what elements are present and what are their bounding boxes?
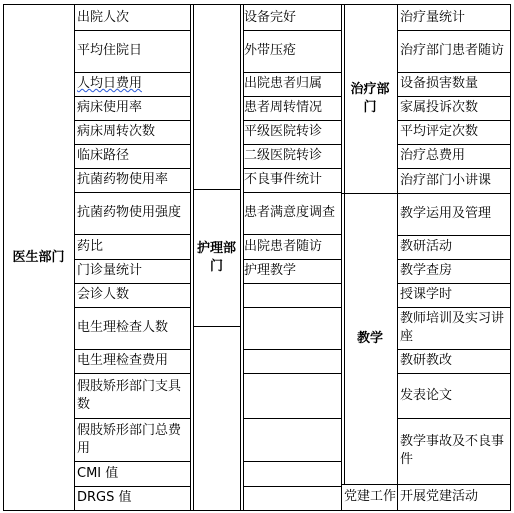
row-line [397,120,511,121]
teaching-indicator: 教研活动 [400,239,453,254]
doctor-indicator: 门诊量统计 [77,263,143,278]
section-doctor: 医生部门 [12,250,65,265]
row-line [243,192,342,193]
row-line [397,72,511,73]
col-line [397,4,398,511]
row-line [397,259,511,260]
doctor-indicator: 抗菌药物使用率 [77,172,169,187]
border-right [510,4,511,511]
treatment-indicator: 设备损害数量 [400,76,479,91]
row-line [397,484,511,485]
border-top [3,4,510,5]
row-line [74,168,191,169]
row-line [74,461,191,462]
nursing-indicator: 患者满意度调查 [244,205,336,220]
teaching-indicator: 教学查房 [400,263,453,278]
doctor-indicator: DRGS 值 [77,490,132,505]
treatment-indicator: 平均评定次数 [400,124,479,139]
row-line [243,168,342,169]
treatment-indicator: 治疗部门小讲课 [400,172,492,188]
border-bottom [3,510,510,511]
nursing-indicator: 二级医院转诊 [244,148,323,163]
doctor-indicator: 电生理检查费用 [77,353,169,368]
teaching-indicator: 发表论文 [400,387,453,403]
row-line [341,484,398,485]
nursing-indicator: 设备完好 [244,9,297,25]
row-line [74,418,191,419]
border-left [3,4,4,511]
row-line [243,30,342,31]
row-line [74,144,191,145]
col-line [344,4,345,484]
section-treatment: 治疗部门 [350,82,390,115]
treatment-indicator: 家属投诉次数 [400,100,479,115]
row-line [397,283,511,284]
row-line [243,373,342,374]
doctor-indicator: 假肢矫形部门总费用 [77,422,182,456]
col-line [74,4,75,511]
row-line [397,96,511,97]
section-party: 党建工作 [343,489,396,504]
row-line [397,193,511,194]
treatment-indicator: 治疗部门患者随访 [400,43,505,58]
row-line [243,259,342,260]
col-line [243,4,244,511]
row-line [74,349,191,350]
doctor-indicator: 平均住院日 [77,43,143,58]
treatment-indicator: 治疗量统计 [400,9,466,25]
row-line [397,307,511,308]
row-line [397,144,511,145]
col-line [193,4,194,511]
teaching-indicator: 教研教改 [400,353,453,368]
nursing-indicator: 出院患者随访 [244,238,323,254]
row-line [74,192,191,193]
row-line [243,418,342,419]
row-line [243,144,342,145]
teaching-indicator: 教学运用及管理 [400,206,492,221]
row-line [243,72,342,73]
row-line [74,30,191,31]
nursing-indicator: 患者周转情况 [244,100,323,115]
row-line [243,96,342,97]
row-line [397,349,511,350]
row-line [243,283,342,284]
row-line [243,349,342,350]
row-line [397,373,511,374]
col-line [341,4,342,511]
row-line [74,96,191,97]
doctor-indicator: 假肢矫形部门支具数 [77,378,182,412]
doctor-indicator: 出院人次 [77,9,130,25]
doctor-indicator: 会诊人数 [77,287,130,302]
row-line [397,235,511,236]
col-line [190,4,191,511]
doctor-indicator: 药比 [77,238,104,254]
row-line [397,30,511,31]
teaching-indicator: 教学事故及不良事件 [400,434,505,467]
doctor-indicator: 病床周转次数 [77,124,156,139]
doctor-indicator: 病床使用率 [77,100,143,115]
nursing-indicator: 不良事件统计 [244,172,323,187]
party-indicator: 开展党建活动 [400,489,479,504]
doctor-indicator: 临床路径 [77,148,130,163]
row-line [243,234,342,235]
doctor-indicator: 抗菌药物使用强度 [77,205,182,220]
doctor-indicator: 人均日费用 [77,76,143,91]
treatment-indicator: 治疗总费用 [400,148,466,163]
row-line [74,120,191,121]
row-line [74,259,191,260]
row-line [243,307,342,308]
row-line [397,418,511,419]
row-line [74,283,191,284]
row-line [341,193,398,194]
row-line [193,189,241,190]
nursing-indicator: 平级医院转诊 [244,124,323,139]
teaching-indicator: 教师培训及实习讲座 [400,311,505,344]
section-nursing: 护理部门 [196,240,236,274]
row-line [74,307,191,308]
teaching-indicator: 授课学时 [400,287,453,302]
row-line [74,234,191,235]
row-line [74,373,191,374]
doctor-indicator: 电生理检查人数 [77,320,169,335]
row-line [74,486,191,487]
row-line [243,486,342,487]
row-line [243,120,342,121]
col-line [240,4,241,511]
nursing-indicator: 外带压疮 [244,43,297,58]
row-line [193,326,241,327]
nursing-indicator: 护理教学 [244,263,297,278]
doctor-indicator: CMI 值 [77,465,119,481]
row-line [74,72,191,73]
nursing-indicator: 出院患者归属 [244,76,323,91]
section-teaching: 教学 [356,330,383,346]
row-line [397,168,511,169]
row-line [243,461,342,462]
